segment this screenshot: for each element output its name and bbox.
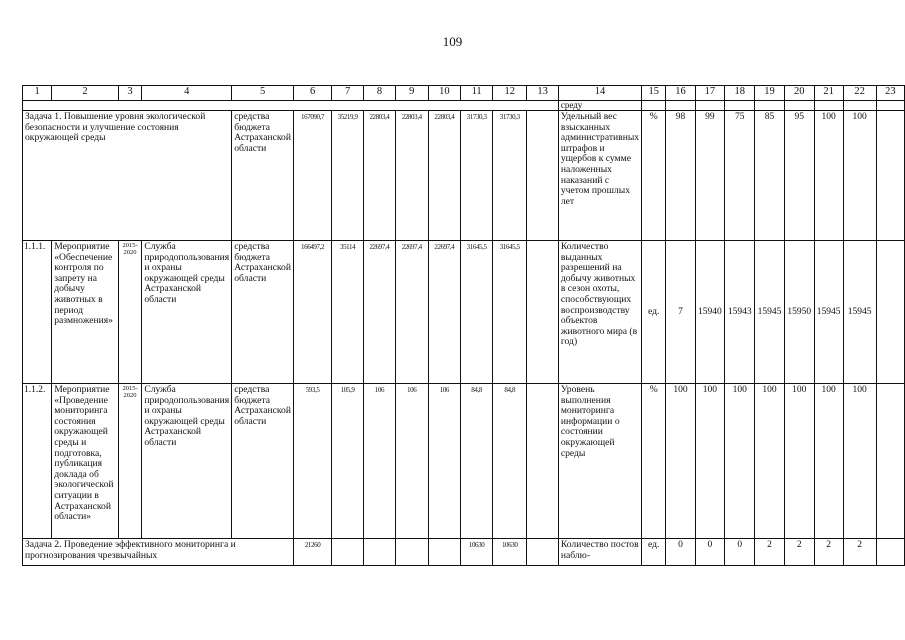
- target-cell: 2: [814, 539, 843, 566]
- value-cell: 167090,7: [293, 111, 331, 241]
- target-cell: 85: [755, 111, 785, 241]
- target-cell: 2: [755, 539, 785, 566]
- target-cell: 100: [814, 384, 843, 539]
- target-cell: 7: [666, 241, 695, 384]
- value-cell: 22697,4: [395, 241, 428, 384]
- value-cell: 84,8: [493, 384, 527, 539]
- value-cell: 106: [395, 384, 428, 539]
- col-header: 2: [52, 86, 119, 101]
- target-cell: 0: [725, 539, 755, 566]
- value-cell: 31645,5: [493, 241, 527, 384]
- col-header: 18: [725, 86, 755, 101]
- col-header: 8: [364, 86, 396, 101]
- target-cell: 15950: [784, 241, 814, 384]
- target-cell: 98: [666, 111, 695, 241]
- value-cell: 166497,2: [293, 241, 331, 384]
- funding-source: средства бюджета Астраханской области: [232, 111, 294, 241]
- col-header: 14: [558, 86, 641, 101]
- col-header: 7: [332, 86, 364, 101]
- table-row-item-1-1-2: [23, 384, 905, 539]
- value-cell: 31645,5: [461, 241, 493, 384]
- indicator-text: Количество постов наблю-: [558, 539, 641, 566]
- indicator-text: Уровень выполнения мониторинга информации о состоянии окружающей среды: [558, 384, 641, 539]
- unit-cell: %: [642, 111, 666, 241]
- indicator-text: Количество выданных разрешений на добычу животных в сезон охоты, способствующих воспроизводству объектов животного мира (в год): [558, 241, 641, 384]
- target-cell: 100: [814, 111, 843, 241]
- target-cell: 100: [725, 384, 755, 539]
- unit-cell: ед.: [642, 539, 666, 566]
- col-header: 17: [695, 86, 725, 101]
- table-row-task2: [23, 539, 905, 566]
- indicator-text: Удельный вес взысканных административных штрафов и ущербов к сумме наложенных наказаний с учетом прошлых лет: [558, 111, 641, 241]
- col-header: 1: [23, 86, 52, 101]
- continuation-text: среду: [558, 101, 641, 111]
- target-cell: 95: [784, 111, 814, 241]
- col-header: 20: [784, 86, 814, 101]
- item-code: 1.1.2.: [23, 384, 52, 539]
- col-header: 22: [843, 86, 876, 101]
- value-cell: 593,5: [293, 384, 331, 539]
- value-cell: 84,8: [461, 384, 493, 539]
- table-row-item-1-1-1: [23, 241, 905, 384]
- target-cell: 99: [695, 111, 725, 241]
- task2-title: Задача 2. Проведение эффективного мониторинга и прогнозирования чрезвычайных: [23, 539, 294, 566]
- program-table: [22, 85, 905, 566]
- value-cell: 10630: [493, 539, 527, 566]
- col-header: 5: [232, 86, 294, 101]
- value-cell: 22803,4: [364, 111, 396, 241]
- col-header: 13: [527, 86, 558, 101]
- table-row-task1: [23, 111, 905, 241]
- col-header: 6: [293, 86, 331, 101]
- funding-source: средства бюджета Астраханской области: [232, 241, 294, 384]
- value-cell: 22803,4: [428, 111, 461, 241]
- target-cell: 15945: [814, 241, 843, 384]
- value-cell: 22697,4: [428, 241, 461, 384]
- target-cell: 0: [695, 539, 725, 566]
- col-header: 23: [876, 86, 904, 101]
- target-cell: 15945: [755, 241, 785, 384]
- target-cell: 100: [784, 384, 814, 539]
- target-cell: 100: [843, 111, 876, 241]
- item-years: 2015-2020: [118, 241, 142, 384]
- value-cell: 31730,3: [461, 111, 493, 241]
- target-cell: 0: [666, 539, 695, 566]
- target-cell: 2: [784, 539, 814, 566]
- value-cell: 35219,9: [332, 111, 364, 241]
- item-executor: Служба природопользования и охраны окружающей среды Астраханской области: [142, 241, 232, 384]
- value-cell: 22803,4: [395, 111, 428, 241]
- col-header: 21: [814, 86, 843, 101]
- col-header: 12: [493, 86, 527, 101]
- target-cell: 100: [666, 384, 695, 539]
- target-cell: 15943: [725, 241, 755, 384]
- value-cell: 22697,4: [364, 241, 396, 384]
- target-cell: 15940: [695, 241, 725, 384]
- target-cell: 15945: [843, 241, 876, 384]
- target-cell: 100: [695, 384, 725, 539]
- col-header: 10: [428, 86, 461, 101]
- value-cell: 31730,3: [493, 111, 527, 241]
- col-header: 9: [395, 86, 428, 101]
- col-header: 11: [461, 86, 493, 101]
- item-years: 2015-2020: [118, 384, 142, 539]
- value-cell: 106: [428, 384, 461, 539]
- value-cell: 10630: [461, 539, 493, 566]
- task1-title: Задача 1. Повышение уровня экологической безопасности и улучшение состояния окружающей среды: [23, 111, 232, 241]
- value-cell: 106: [364, 384, 396, 539]
- value-cell: 21260: [293, 539, 331, 566]
- funding-source: средства бюджета Астраханской области: [232, 384, 294, 539]
- col-header: 3: [118, 86, 142, 101]
- unit-cell: ед.: [642, 241, 666, 384]
- value-cell: 105,9: [332, 384, 364, 539]
- target-cell: 75: [725, 111, 755, 241]
- col-header: 16: [666, 86, 695, 101]
- col-header: 19: [755, 86, 785, 101]
- col-header: 15: [642, 86, 666, 101]
- item-code: 1.1.1.: [23, 241, 52, 384]
- target-cell: 2: [843, 539, 876, 566]
- header-row: [23, 86, 905, 101]
- target-cell: 100: [755, 384, 785, 539]
- target-cell: 100: [843, 384, 876, 539]
- col-header: 4: [142, 86, 232, 101]
- continuation-row: [23, 101, 905, 111]
- item-executor: Служба природопользования и охраны окружающей среды Астраханской области: [142, 384, 232, 539]
- value-cell: 35114: [332, 241, 364, 384]
- unit-cell: %: [642, 384, 666, 539]
- item-name: Мероприятие «Обеспечение контроля по запрету на добычу животных в период размножения»: [52, 241, 119, 384]
- page-number: 109: [442, 34, 463, 49]
- item-name: Мероприятие «Проведение мониторинга состояния окружающей среды и подготовка, публикация доклада об экологической ситуации в Астраханской области»: [52, 384, 119, 539]
